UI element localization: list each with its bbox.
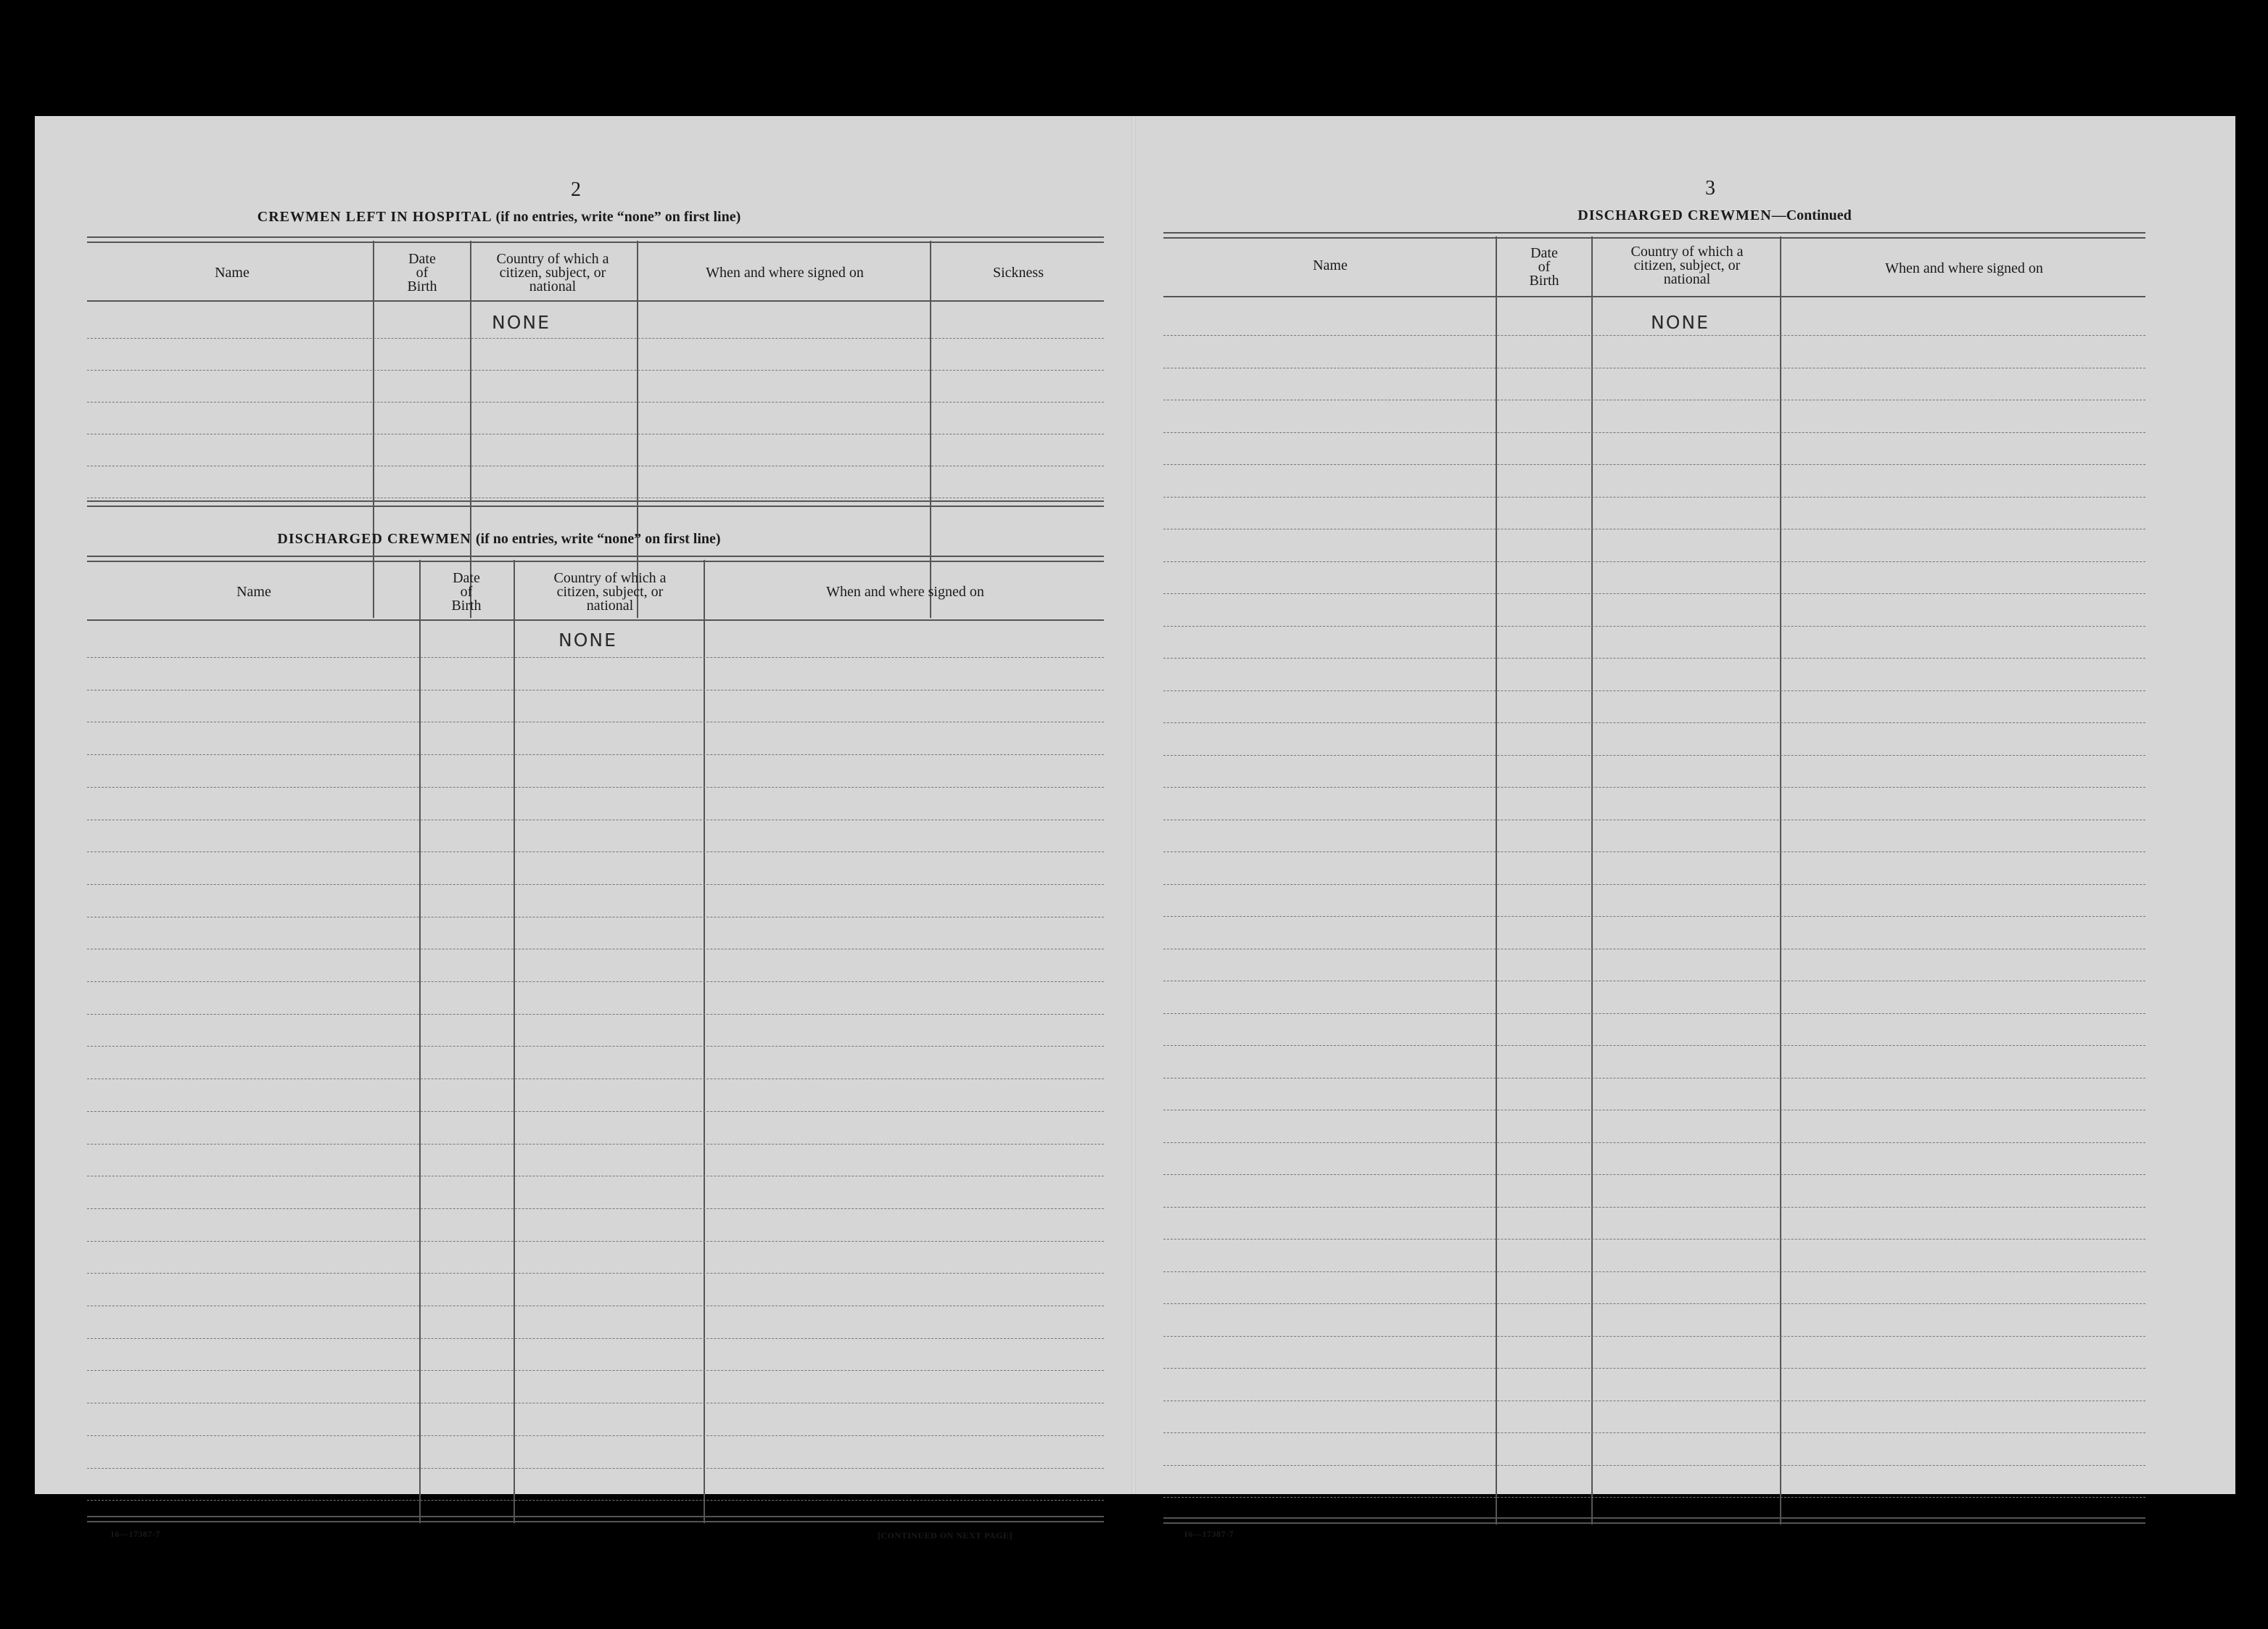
entry-line — [1163, 658, 2145, 659]
col-header-date-of-birth: Date of Birth — [1529, 244, 1559, 289]
scanned-document — [35, 116, 2235, 1541]
entry-line — [1163, 561, 2145, 562]
page-number: 2 — [571, 178, 581, 201]
col-header-country: Country of which a citizen, subject, or national — [553, 569, 667, 614]
section-title-suffix: —Continued — [1771, 207, 1852, 223]
column-divider — [1591, 236, 1593, 1525]
entry-line — [87, 787, 1104, 788]
discharged-continued-title — [1316, 207, 2114, 224]
entry-line — [1163, 1174, 2145, 1175]
entry-line — [1163, 1045, 2145, 1046]
entry-line — [1163, 690, 2145, 691]
entry-line — [1163, 1239, 2145, 1240]
entry-line — [1163, 593, 2145, 594]
entry-line — [87, 370, 1104, 371]
entry-line — [87, 1046, 1104, 1047]
section-title-text: CREWMEN LEFT IN HOSPITAL — [257, 209, 492, 225]
discharged-section-title — [100, 531, 898, 548]
section-title-text: DISCHARGED CREWMEN — [277, 531, 471, 547]
col-header-sickness: Sickness — [993, 265, 1044, 281]
entry-line — [1163, 916, 2145, 917]
entry-line — [87, 981, 1104, 982]
entry-line — [1163, 1078, 2145, 1079]
entry-line — [87, 1208, 1104, 1209]
entry-line — [1163, 851, 2145, 852]
entry-line — [1163, 884, 2145, 885]
handwritten-entry: NONE — [558, 630, 617, 651]
table-top-rule — [87, 236, 1104, 243]
entry-line — [1163, 626, 2145, 627]
section-instruction: (if no entries, write “none” on first line) — [475, 531, 721, 547]
entry-line — [87, 1144, 1104, 1145]
col-header-name: Name — [1313, 257, 1348, 273]
right-page — [1134, 116, 2235, 1539]
entry-line — [87, 657, 1104, 658]
entry-line — [1163, 1336, 2145, 1337]
entry-line — [87, 338, 1104, 339]
col-header-date-of-birth: Date of Birth — [451, 569, 482, 614]
handwritten-entry: NONE — [492, 312, 550, 333]
entry-line — [1163, 722, 2145, 723]
entry-line — [1163, 1368, 2145, 1369]
table-bottom-rule — [1163, 1517, 2145, 1524]
entry-line — [87, 1370, 1104, 1371]
entry-line — [1163, 1465, 2145, 1466]
entry-line — [87, 1014, 1104, 1015]
entry-line — [1163, 464, 2145, 465]
table-top-rule — [87, 556, 1104, 562]
entry-line — [87, 1338, 1104, 1339]
entry-line — [87, 1111, 1104, 1112]
left-page — [35, 116, 1134, 1541]
entry-line — [87, 1241, 1104, 1242]
entry-line — [87, 1273, 1104, 1274]
entry-line — [87, 1468, 1104, 1469]
table-bottom-rule — [87, 1516, 1104, 1522]
column-divider — [419, 560, 421, 1523]
form-number: 16—17387-7 — [1184, 1529, 1234, 1539]
header-rule — [1163, 296, 2145, 297]
entry-line — [1163, 755, 2145, 756]
entry-line — [1163, 497, 2145, 498]
entry-line — [1163, 1497, 2145, 1498]
entry-line — [87, 754, 1104, 755]
page-number: 3 — [1705, 177, 1715, 199]
section-instruction: (if no entries, write “none” on first line) — [495, 209, 741, 225]
handwritten-entry: NONE — [1651, 312, 1710, 333]
col-header-name: Name — [236, 584, 271, 600]
column-divider — [1496, 236, 1497, 1525]
header-rule — [87, 619, 1104, 621]
entry-line — [1163, 1303, 2145, 1304]
col-header-name: Name — [215, 265, 250, 281]
col-header-country: Country of which a citizen, subject, or national — [1630, 243, 1744, 287]
header-rule — [87, 300, 1104, 302]
column-divider — [704, 560, 705, 1523]
hospital-section-title — [100, 209, 898, 226]
entry-line — [1163, 335, 2145, 336]
col-header-signed-on: When and where signed on — [1885, 260, 2043, 276]
entry-line — [1163, 787, 2145, 788]
entry-line — [1163, 1207, 2145, 1208]
column-divider — [514, 560, 515, 1523]
col-header-date-of-birth: Date of Birth — [407, 250, 437, 294]
continued-note: [CONTINUED ON NEXT PAGE] — [878, 1530, 1013, 1541]
entry-line — [1163, 1142, 2145, 1143]
entry-line — [1163, 1432, 2145, 1433]
entry-line — [87, 851, 1104, 852]
entry-line — [87, 1435, 1104, 1436]
column-divider — [1780, 236, 1781, 1525]
entry-line — [87, 884, 1104, 885]
entry-line — [1163, 1013, 2145, 1014]
form-number: 16—17387-7 — [110, 1529, 160, 1539]
section-title-text: DISCHARGED CREWMEN — [1578, 207, 1772, 223]
col-header-signed-on: When and where signed on — [826, 584, 984, 600]
entry-line — [87, 1500, 1104, 1501]
entry-line — [87, 402, 1104, 403]
table-bottom-rule — [87, 500, 1104, 507]
col-header-country: Country of which a citizen, subject, or national — [496, 250, 609, 294]
entry-line — [1163, 1271, 2145, 1272]
col-header-signed-on: When and where signed on — [706, 265, 864, 281]
entry-line — [1163, 432, 2145, 433]
